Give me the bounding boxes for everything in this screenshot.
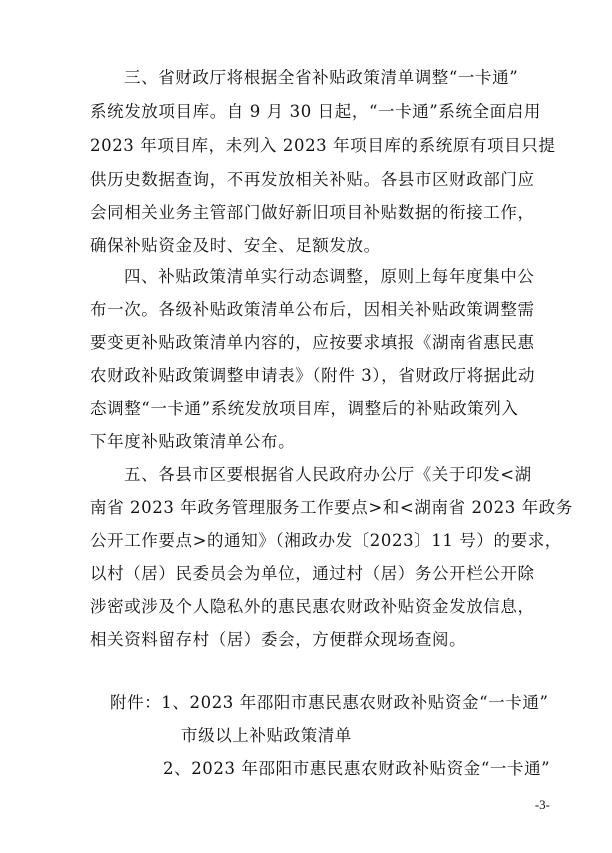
text-line: 公开工作要点>的通知》（湘政办发〔2023〕11 号）的要求， (90, 531, 562, 550)
attachment-line: 2、2023 年邵阳市惠民惠农财政补贴资金“一卡通” (163, 759, 551, 778)
text-line: 态调整“一卡通”系统发放项目库，调整后的补贴政策列入 (90, 399, 519, 418)
text-line: 会同相关业务主管部门做好新旧项目补贴数据的衔接工作， (90, 203, 535, 222)
text-line: 五、各县市区要根据省人民政府办公厅《关于印发<湖 (124, 465, 532, 484)
text-line: 确保补贴资金及时、安全、足额发放。 (90, 236, 381, 255)
text-line: 2023 年项目库，未列入 2023 年项目库的系统原有项目只提 (90, 136, 556, 155)
text-line: 供历史数据查询，不再发放相关补贴。各县市区财政部门应 (90, 170, 535, 189)
text-line: 要变更补贴政策清单内容的，应按要求填报《湖南省惠民惠 (90, 333, 535, 352)
attachment-line: 市级以上补贴政策清单 (181, 726, 352, 745)
text-line: 三、省财政厅将根据全省补贴政策清单调整“一卡通” (124, 68, 519, 87)
text-line: 布一次。各级补贴政策清单公布后，因相关补贴政策调整需 (90, 300, 535, 319)
text-line: 四、补贴政策清单实行动态调整，原则上每年度集中公 (124, 267, 535, 286)
text-line: 相关资料留存村（居）委会，方便群众现场查阅。 (90, 630, 467, 649)
text-line: 下年度补贴政策清单公布。 (90, 432, 296, 451)
page-number: -3- (534, 797, 550, 812)
text-line: 农财政补贴政策调整申请表》（附件 3），省财政厅将据此动 (90, 366, 536, 385)
text-line: 南省 2023 年政务管理服务工作要点>和<湖南省 2023 年政务 (90, 498, 574, 517)
attachment-line: 附件：1、2023 年邵阳市惠民惠农财政补贴资金“一卡通” (110, 693, 549, 712)
text-line: 系统发放项目库。自 9 月 30 日起，“一卡通”系统全面启用 (90, 102, 541, 121)
text-line: 涉密或涉及个人隐私外的惠民惠农财政补贴资金发放信息， (90, 597, 535, 616)
text-line: 以村（居）民委员会为单位，通过村（居）务公开栏公开除 (90, 564, 535, 583)
